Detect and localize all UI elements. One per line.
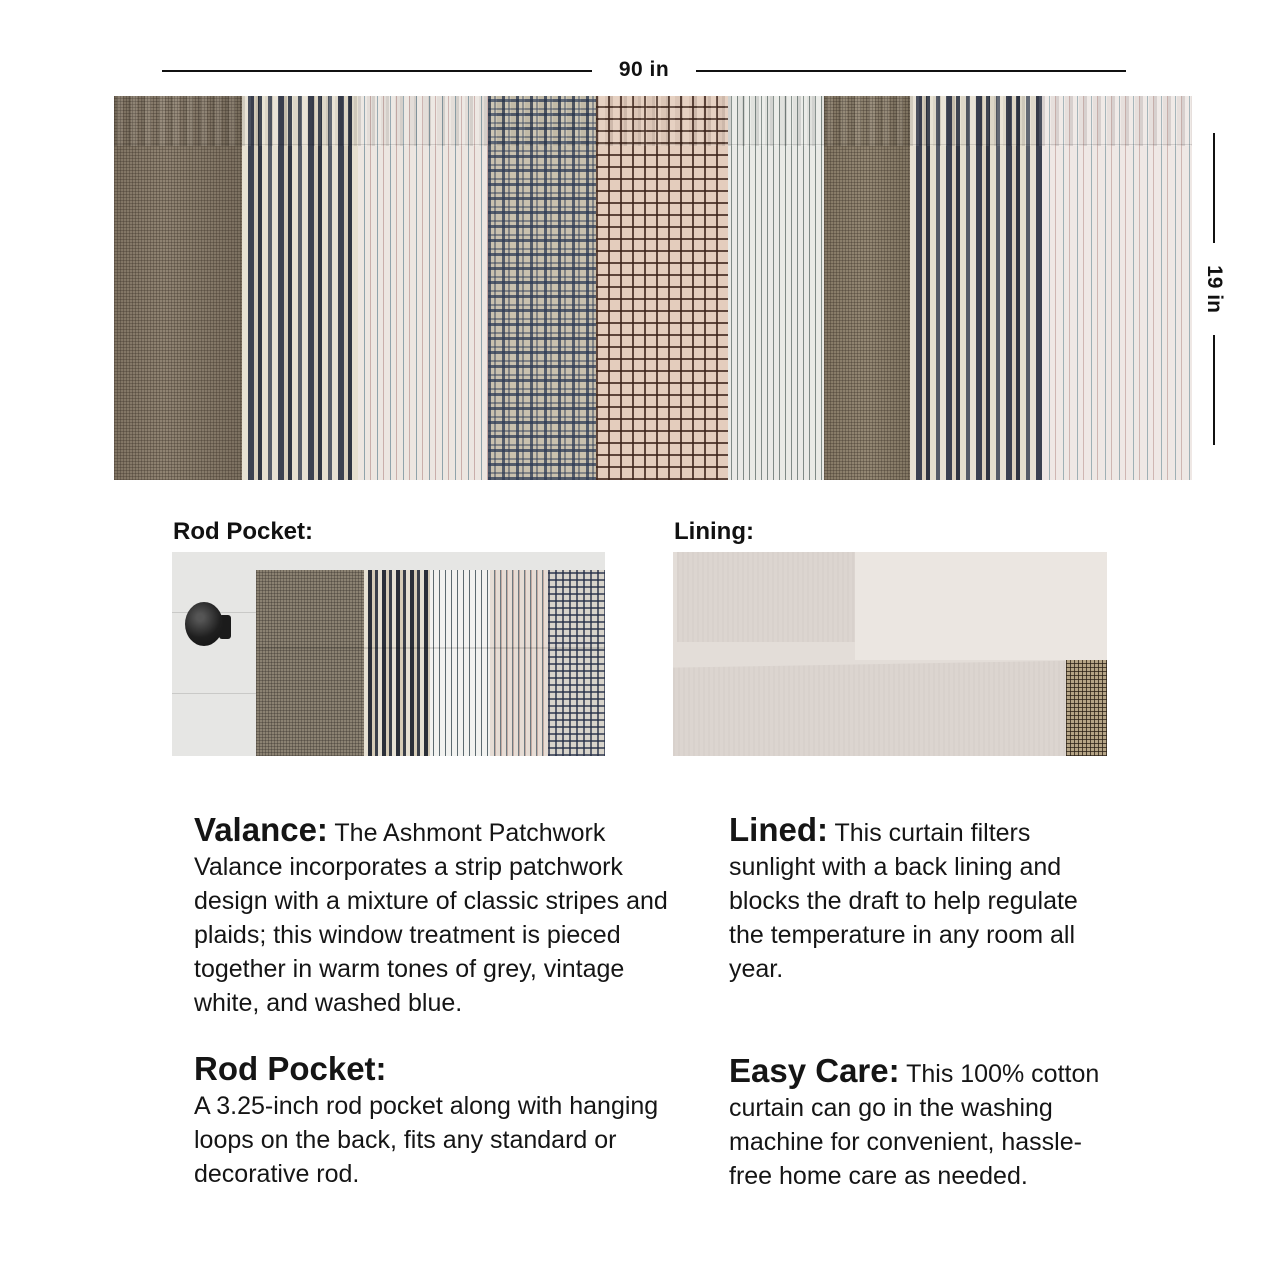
curtain-fabric-houndstooth bbox=[256, 570, 366, 756]
feature-valance bbox=[194, 813, 694, 1020]
lining-photo-heading: Lining: bbox=[674, 518, 754, 545]
height-label: 19 in bbox=[1203, 265, 1226, 313]
width-dimension bbox=[162, 58, 1126, 82]
fabric-panel-ticking-stripe bbox=[358, 96, 488, 480]
height-dimension bbox=[1200, 133, 1228, 445]
curtain-fabric-blue-plaid bbox=[548, 570, 605, 756]
dimension-line-right bbox=[696, 70, 1126, 72]
lining-fabric-panel bbox=[673, 660, 1107, 756]
feature-body: A 3.25-inch rod pocket along with hanging loops on the back, fits any standard or decorative rod. bbox=[194, 1092, 659, 1188]
feature-title: Rod Pocket: bbox=[194, 1050, 387, 1087]
face-fabric-plaid-edge bbox=[1066, 660, 1107, 756]
rod-pocket-photo-heading: Rod Pocket: bbox=[173, 518, 314, 545]
fabric-panel-wide-stripe bbox=[242, 96, 358, 480]
curtain-fabric-wide-stripe bbox=[364, 570, 432, 756]
fabric-panel-grey-ticking bbox=[728, 96, 824, 480]
fabric-panel-ticking-stripe bbox=[1042, 96, 1192, 480]
curtain-rod-finial-icon bbox=[185, 602, 223, 646]
rod-pocket-seam bbox=[256, 647, 605, 649]
feature-title: Valance: bbox=[194, 811, 328, 848]
lining-detail-photo bbox=[673, 552, 1107, 756]
lining-fabric-panel bbox=[677, 552, 855, 642]
feature-lined bbox=[729, 813, 1109, 986]
fabric-panel-brown-plaid bbox=[596, 96, 728, 480]
feature-body: The Ashmont Patchwork Valance incorporates a strip patchwork design with a mixture of classic stripes and plaids; this window treatment is pieced together in warm tones of grey, vintage white, and washed blue. bbox=[194, 819, 668, 1017]
fabric-panel-wide-stripe bbox=[910, 96, 1042, 480]
feature-body: This 100% cotton curtain can go in the washing machine for convenient, hassle-free home care as needed. bbox=[729, 1060, 1100, 1190]
fabric-panel-blue-plaid bbox=[488, 96, 596, 480]
width-label: 90 in bbox=[618, 58, 670, 81]
fabric-panel-houndstooth bbox=[114, 96, 242, 480]
curtain-fabric-ticking-stripe bbox=[490, 570, 548, 756]
feature-body: This curtain filters sunlight with a back lining and blocks the draft to help regulate the temperature in any room all year. bbox=[729, 819, 1078, 983]
valance-product-image bbox=[114, 96, 1192, 480]
curtain-fabric-white-ticking bbox=[430, 570, 492, 756]
fabric-panel-houndstooth bbox=[824, 96, 910, 480]
feature-title: Lined: bbox=[729, 811, 828, 848]
lining-seam-allowance bbox=[855, 552, 1107, 660]
rod-pocket-detail-photo bbox=[172, 552, 605, 756]
dimension-line-top bbox=[1213, 133, 1215, 243]
dimension-line-bottom bbox=[1213, 335, 1215, 445]
feature-rod-pocket bbox=[194, 1049, 674, 1191]
feature-easy-care bbox=[729, 1053, 1109, 1193]
feature-title: Easy Care: bbox=[729, 1052, 900, 1089]
